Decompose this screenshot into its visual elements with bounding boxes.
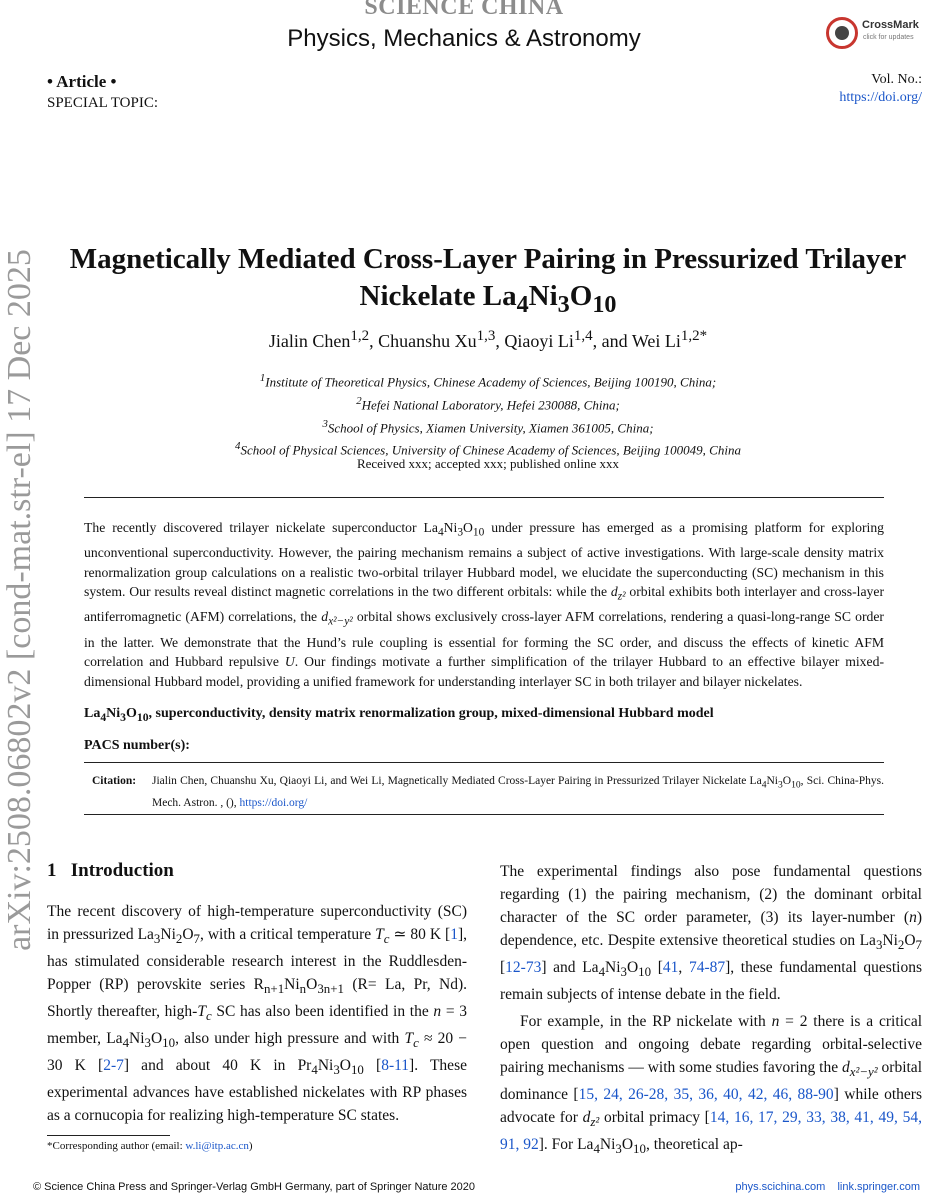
affiliation: $^2$Hefei National Laboratory, Hefei 230088, China; xyxy=(356,394,620,413)
journal-subtitle: Physics, Mechanics & Astronomy xyxy=(287,25,641,52)
affiliation: $^3$School of Physics, Xiamen University, Xiamen 361005, China; xyxy=(322,417,654,435)
crossmark-label: CrossMark xyxy=(862,19,919,31)
author: Qiaoyi Li xyxy=(504,331,574,351)
author-list: Jialin Chen$^{1,2}$, Chuanshu Xu$^{1,3}$, Qiaoyi Li$^{1,4}$, and Wei $Li^{1,2*}$ xyxy=(268,328,708,351)
footer-copyright: © Science China Press and Springer-Verlag GmbH Germany, part of Springer Nature 2020 xyxy=(33,1181,476,1193)
crossmark-icon xyxy=(826,17,858,49)
author: Wei Li xyxy=(631,331,681,351)
reference-link[interactable]: 14, 16, 17, 29, 33, 38, 41, 49, 54, 91, 92 xyxy=(500,1109,923,1154)
citation-block xyxy=(84,772,884,812)
affiliation: $^1$Institute of Theoretical Physics, Chinese Academy of Sciences, Beijing 100190, China; xyxy=(259,372,717,390)
abstract: The recently discovered trilayer nickelate superconductor $La_4Ni_3O_{10}$ under pressure has emerged as a promising platform for exploring unconventional superconductivity. However, the pairing mechanism remains a subject of active investigations. With large-scale density matrix renormalization group calculations on a realistic two-orbital trilayer Hubbard model, we elucidate the superconducting (SC) mechanism in this system. Our results reveal distinct magnetic correlations in the two different orbitals: while the $d_{z^2}$ orbital exhibits both interlayer and cross-layer antiferromagnetic (AFM) correlations, the $d_{x^2-y^2}$ orbital shows exclusively cross-layer AFM correlations, rendering a quasi-long-range SC order in the latter. We demonstrate that the Hund’s rule coupling is essential for forming the SC order, and discuss the effects of kinetic AFM correlation and Hubbard repulsive U. Our findings motivate a further simplification of the trilayer Hubbard to an effective bilayer mixed-dimensional Hubbard model, providing a unified framework for understanding interlayer SC in both trilayer and bilayer nickelates. xyxy=(84,520,885,689)
special-topic: SPECIAL TOPIC: xyxy=(47,95,158,111)
corresponding-author-note: *Corresponding author (email: w.li@itp.ac.cn) xyxy=(47,1140,253,1152)
pacs-numbers: PACS number(s): xyxy=(84,738,190,753)
reference-link[interactable]: 12-73 xyxy=(505,959,542,977)
divider xyxy=(84,497,884,498)
reference-link[interactable]: 41 xyxy=(662,959,679,977)
arxiv-stamp-text: arXiv:2508.06802v2 [cond-mat.str-el] 17 Dec 2025 xyxy=(1,249,38,951)
article-label: • Article • xyxy=(47,72,117,91)
journal-name: SCIENCE CHINA xyxy=(364,0,564,20)
right-column-text xyxy=(500,860,922,1160)
author: Chuanshu Xu xyxy=(378,331,477,351)
crossmark-badge[interactable] xyxy=(826,13,926,49)
reference-link[interactable]: 8-11 xyxy=(381,1057,410,1075)
citation-doi-link[interactable]: https://doi.org/ xyxy=(239,797,308,810)
arxiv-stamp xyxy=(0,230,42,970)
paper-title xyxy=(48,241,928,323)
divider xyxy=(84,814,884,815)
title-line-1: Magnetically Mediated Cross-Layer Pairing in Pressurized Trilayer xyxy=(69,243,907,275)
received-dates: Received xxx; accepted xxx; published online xxx xyxy=(356,456,620,471)
email-link[interactable]: w.li@itp.ac.cn xyxy=(185,1140,249,1152)
section-heading: 1 Introduction xyxy=(47,860,174,881)
footer-links[interactable]: phys.scichina.com link.springer.com xyxy=(735,1181,920,1193)
reference-link[interactable]: 2-7 xyxy=(103,1057,124,1075)
keywords: $La_4Ni_3O_{10}$, superconductivity, density matrix renormalization group, mixed-dimensional Hubbard model xyxy=(84,706,714,724)
paragraph: For example, in the RP nickelate with n = 2 there is a critical open question and ongoing debate regarding orbital-selective pairing mechanisms — with some studies favoring the $d_{x^2-y^2}$ orbital dominance [15, 24, 26-28, 35, 36, 40, 42, 46, 88-90] while others advocate for $d_{z^2}$ orbital primacy [14, 16, 17, 29, 33, 38, 41, 49, 54, 91, 92]. For $La_4Ni_3O_{10}$, theoretical ap- xyxy=(500,1013,923,1157)
divider xyxy=(84,762,884,763)
affiliation: $^4$School of Physical Sciences, University of Chinese Academy of Sciences, Beijing 100049, China xyxy=(235,440,741,458)
paragraph: The experimental findings also pose fundamental questions regarding (1) the pairing mechanism, (2) the dominant orbital character of the SC order parameter, (3) its layer-number (n) dependence, etc. Despite extensive theoretical studies on $La_3Ni_2O_7$ [12-73] and $La_4Ni_3O_{10}$ [41, 74-87], these fundamental questions remain subjects of intense debate in the field. xyxy=(500,863,922,1004)
affiliations xyxy=(48,369,928,460)
citation-label: Citation: xyxy=(92,775,137,787)
author: Jialin Chen xyxy=(268,331,351,351)
reference-link[interactable]: 15, 24, 26-28, 35, 36, 40, 42, 46, 88-90 xyxy=(578,1086,834,1104)
citation-text: Jialin Chen, Chuanshu Xu, Qiaoyi Li, and Wei Li, Magnetically Mediated Cross-Layer Pairing in Pressurized Trilayer Nickelate $La_4Ni_3O_{10}$, Sci. China-Phys. Mech. Astron. , (), https://doi.org/ xyxy=(152,775,884,810)
footnote-divider xyxy=(47,1135,170,1136)
volume-info: Vol. No.: xyxy=(871,72,922,87)
title-line-2: Nickelate $La_4Ni_3O_{10}$ xyxy=(359,280,617,318)
left-column-text: The recent discovery of high-temperature superconductivity (SC) in pressurized $La_3Ni_2O_7$, with a critical temperature $T_c$ ≃ 80 K [1], has stimulated considerable research interest in the Ruddlesden-Popper (RP) perovskite series $R_{n+1}Ni_nO_{3n+1}$ (R= La, Pr, Nd). Shortly thereafter, high-$T_c$ SC has also been identified in the n = 3 member, $La_4Ni_3O_{10}$, also under high pressure and with $T_c \approx 20 - 30$ K [2-7] and about 40 K in $Pr_4Ni_3O_{10}$ [8-11]. These experimental advances have established nickelates with RP phases as a cornucopia for realizing high-temperature SC states. xyxy=(47,903,468,1125)
reference-link[interactable]: 1 xyxy=(450,926,458,943)
crossmark-sublabel: click for updates xyxy=(863,34,914,41)
doi-link[interactable]: https://doi.org/ xyxy=(839,90,922,105)
reference-link[interactable]: 74-87 xyxy=(688,959,726,977)
